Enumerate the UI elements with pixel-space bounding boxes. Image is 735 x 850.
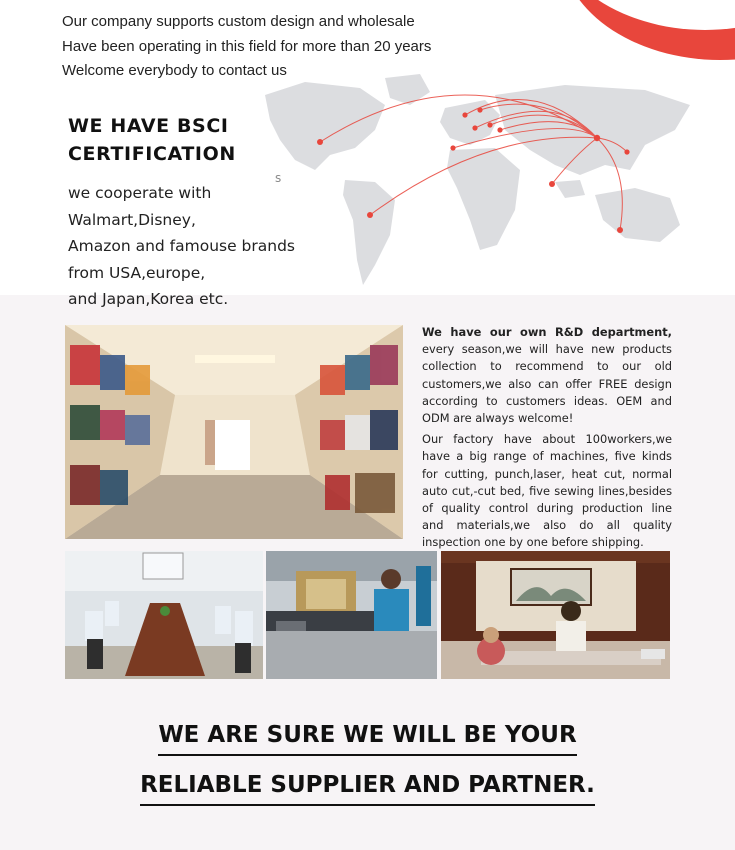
bsci-description [68,180,295,313]
bsci-heading-line: WE HAVE BSCI [68,115,229,137]
bsci-heading [68,112,236,168]
map-stray-letter: s [275,171,282,185]
slogan-text: WE ARE SURE WE WILL BE YOUR [158,722,576,756]
meeting-room-photo [65,551,263,679]
rd-para1-text: every season,we will have new products collection to recommend to our old customers,we also can offer FREE design according to customers ideas. OEM and ODM are always welcome! [422,342,672,426]
rd-description [422,324,672,556]
slogan-line-1 [0,722,735,756]
rd-paragraph-2: Our factory have about 100workers,we have a big range of machines, five kinds for cutting, punch,laser, heat cut, normal auto cut,-cut bed, five sewing lines,besides of quality control during production line and materials,we also do all quality inspection one by one before shipping. [422,432,672,550]
slogan-line-2 [0,772,735,806]
intro-line: Our company supports custom design and wholesale [62,13,415,30]
factory-machine-photo [266,551,437,679]
rd-lead: We have our own R&D department, [422,325,672,339]
bsci-line: Amazon and famouse brands [68,237,296,256]
bsci-heading-line: CERTIFICATION [68,143,236,165]
slogan-text: RELIABLE SUPPLIER AND PARTNER. [140,772,595,806]
rd-paragraph-1 [422,324,672,427]
showroom-photo [65,325,403,539]
bsci-line: Walmart,Disney, [68,210,196,229]
world-map-image [235,70,705,295]
bsci-line: from USA,europe, [68,263,206,282]
bsci-line: and Japan,Korea etc. [68,290,229,309]
office-photo [441,551,670,679]
intro-line: Welcome everybody to contact us [62,62,287,79]
bsci-line: we cooperate with [68,184,212,202]
intro-line: Have been operating in this field for more than 20 years [62,37,432,55]
